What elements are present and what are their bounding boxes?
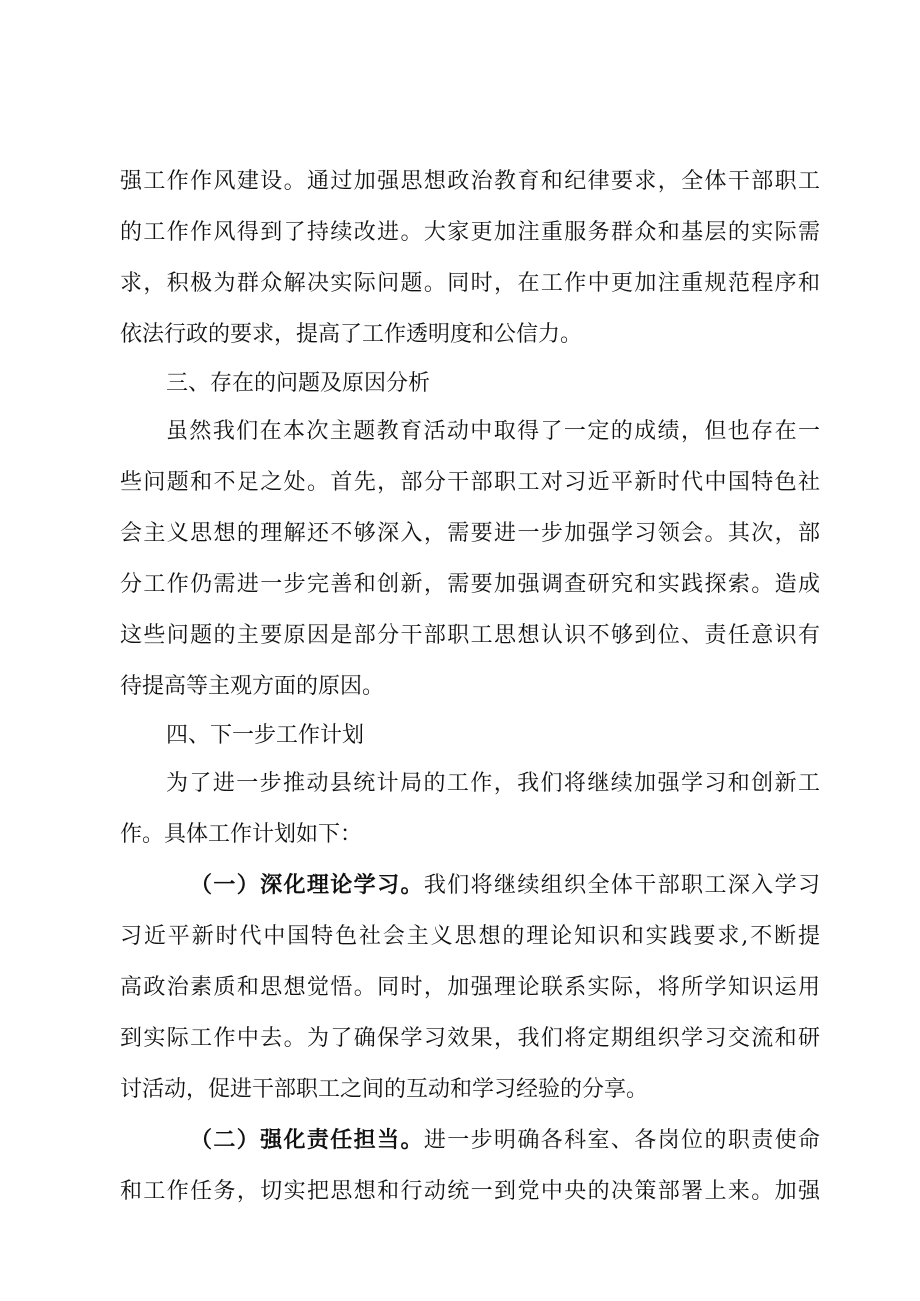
list-item-text: 进一步明确各科室、各岗位的职责使命 bbox=[423, 1128, 820, 1153]
paragraph-line: 讨活动，促进干部职工之间的互动和学习经验的分享。 bbox=[120, 1077, 649, 1102]
paragraph-line: 待提高等主观方面的原因。 bbox=[120, 674, 385, 699]
section-heading: 四、下一步工作计划 bbox=[166, 723, 365, 748]
paragraph-line: 依法行政的要求，提高了工作透明度和公信力。 bbox=[120, 322, 583, 347]
list-item-text: 我们将继续组织全体干部职工深入学习 bbox=[423, 873, 820, 898]
paragraph-line: 习近平新时代中国特色社会主义思想的理论知识和实践要求,不断提 bbox=[120, 924, 820, 949]
paragraph-line: 这些问题的主要原因是部分干部职工思想认识不够到位、责任意识有 bbox=[120, 623, 820, 648]
paragraph-line: 作。具体工作计划如下： bbox=[120, 822, 363, 847]
paragraph-line: 为了进一步推动县统计局的工作，我们将继续加强学习和创新工 bbox=[166, 771, 820, 796]
paragraph-line: 和工作任务，切实把思想和行动统一到党中央的决策部署上来。加强 bbox=[120, 1179, 820, 1204]
list-item-first-line bbox=[190, 1121, 820, 1161]
paragraph-line: 分工作仍需进一步完善和创新，需要加强调查研究和实践探索。造成 bbox=[120, 572, 820, 597]
section-heading: 三、存在的问题及原因分析 bbox=[166, 371, 431, 396]
list-item-lead: （一）深化理论学习。 bbox=[190, 873, 424, 898]
paragraph-line: 高政治素质和思想觉悟。同时，加强理论联系实际，将所学知识运用 bbox=[120, 975, 820, 1000]
list-item-first-line bbox=[190, 866, 820, 906]
list-item-lead: （二）强化责任担当。 bbox=[190, 1128, 424, 1153]
paragraph-line: 到实际工作中去。为了确保学习效果，我们将定期组织学习交流和研 bbox=[120, 1026, 820, 1051]
paragraph-line: 虽然我们在本次主题教育活动中取得了一定的成绩，但也存在一 bbox=[166, 419, 820, 444]
paragraph-line: 求，积极为群众解决实际问题。同时，在工作中更加注重规范程序和 bbox=[120, 271, 820, 296]
paragraph-line: 些问题和不足之处。首先，部分干部职工对习近平新时代中国特色社 bbox=[120, 470, 820, 495]
paragraph-line: 会主义思想的理解还不够深入，需要进一步加强学习领会。其次，部 bbox=[120, 521, 820, 546]
paragraph-line: 的工作作风得到了持续改进。大家更加注重服务群众和基层的实际需 bbox=[120, 220, 820, 245]
paragraph-line: 强工作作风建设。通过加强思想政治教育和纪律要求，全体干部职工 bbox=[120, 169, 820, 194]
